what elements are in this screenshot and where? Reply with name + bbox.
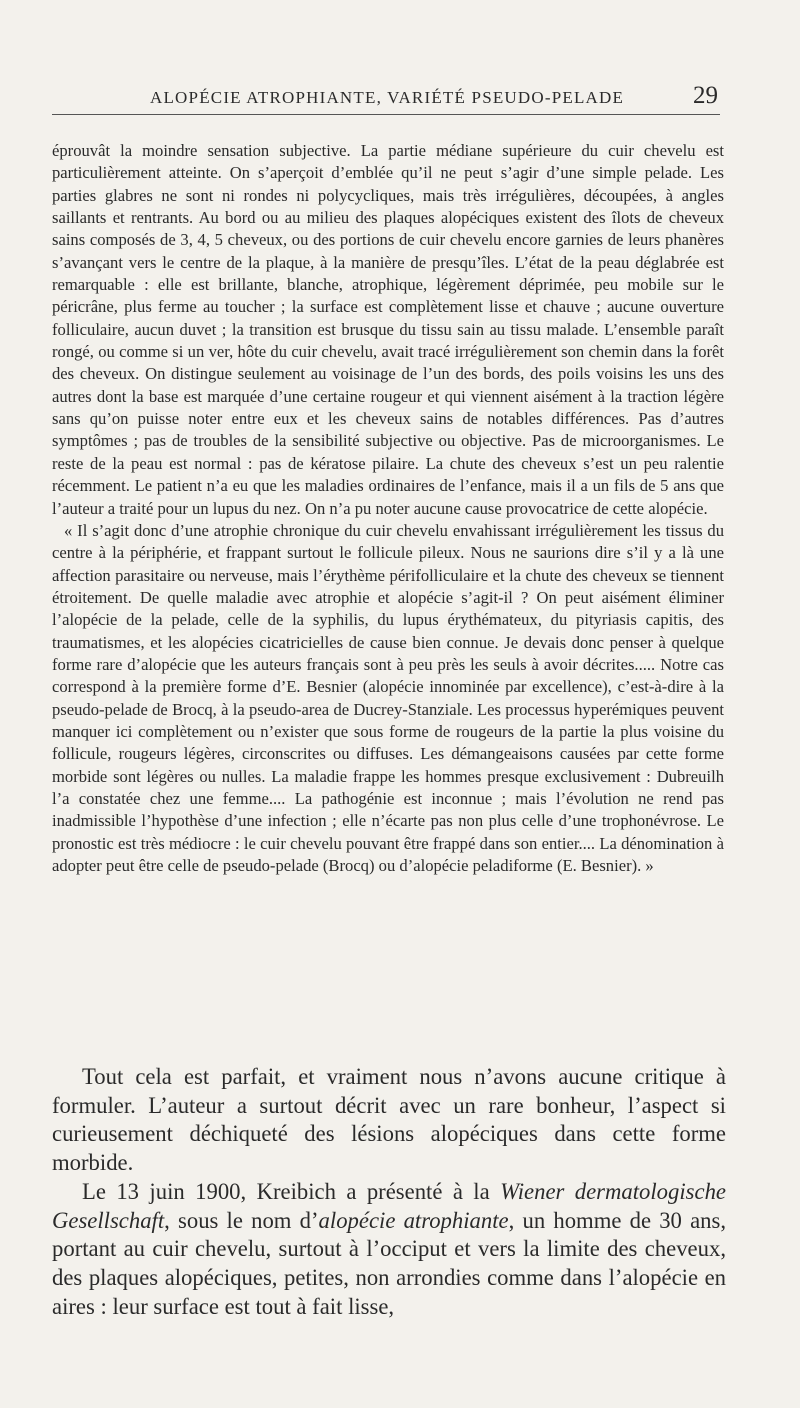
main-text — [52, 1063, 726, 1321]
disease-term: alopécie atrophiante — [318, 1207, 509, 1233]
main-paragraph: Tout cela est parfait, et vraiment nous n’avons aucune critique à formuler. L’auteur a surtout décrit avec un rare bonheur, l’aspect si curieusement déchiqueté des lésions alopéciques dans cette forme morbide. — [52, 1064, 726, 1176]
quote-paragraph: « Il s’agit donc d’une atrophie chronique du cuir chevelu envahissant irrégulièrement les tissus du centre à la périphérie, et frappant surtout le follicule pileux. Nous ne saurions dire s’il y a là une affection parasitaire ou nerveuse, mais l’érythème périfolliculaire et la chute des cheveux se tiennent étroitement. De quelle maladie avec atrophie et alopécie s’agit-il ? On peut aisément éliminer l’alopécie de la pelade, celle de la syphilis, du lupus érythémateux, du pityriasis capitis, des traumatismes, et les alopécies cicatricielles de cause bien connue. Je devais donc penser à quelque forme rare d’alopécie que les auteurs français sont à peu près les seuls à avoir décrites..... Notre cas correspond à la première forme d’E. Besnier (alopécie innominée par excellence), c’est-à-dire à la pseudo-pelade de Brocq, à la pseudo-area de Ducrey-Stanziale. Les processus hyperémiques peuvent manquer ici complètement ou n’exister que sous forme de rougeurs de la partie la plus voisine du follicule, rougeurs légères, circonscrites ou diffuses. Les démangeaisons causées par cette forme morbide sont légères ou nulles. La maladie frappe les hommes presque exclusivement : Dubreuilh l’a constatée chez une femme.... La pathogénie est inconnue ; mais l’évolution ne rend pas inadmissible l’hypothèse d’une infection ; elle n’écarte pas non plus celle d’une trophonévrose. Le pronostic est très médiocre : le cuir chevelu pouvant être frappé dans son entier.... La dénomination à adopter peut être celle de pseudo-pelade (Brocq) ou d’alopécie peladiforme (E. Besnier). » — [52, 520, 724, 875]
page-number: 29 — [693, 82, 718, 109]
journal-title: Wiener dermatologische Gesellschaft — [52, 1178, 726, 1233]
text-run: , sous le nom d’ — [164, 1207, 319, 1233]
quote-paragraph: éprouvât la moindre sensation subjective. La partie médiane supérieure du cuir chevelu est particulièrement atteinte. On s’aperçoit d’emblée qu’il ne peut s’agir d’une simple pelade. Les parties glabres ne sont ni rondes ni polycycliques, mais très irrégulières, découpées, à angles saillants et rentrants. Au bord ou au milieu des plaques alopéciques existent des îlots de cheveux sains composés de 3, 4, 5 cheveux, ou des portions de cuir chevelu encore garnies de leurs phanères s’avançant vers le centre de la plaque, à la manière de presqu’îles. L’état de la peau déglabrée est remarquable : elle est brillante, blanche, atrophique, légèrement déprimée, peu mobile sur le péricrâne, plus ferme au toucher ; la surface est complètement lisse et chauve ; aucune ouverture folliculaire, aucun duvet ; la transition est brusque du tissu sain au tissu malade. L’ensemble paraît rongé, ou comme si un ver, hôte du cuir chevelu, avait tracé irrégulièrement son chemin dans la forêt des cheveux. On distingue seulement au voisinage de l’un des bords, des poils voisins les uns des autres dont la base est marquée d’une certaine rougeur et qui viennent aisément à la traction légère sans qu’on puisse noter entre eux et les cheveux sains de notables différences. Pas d’autres symptômes ; pas de troubles de la sensibilité subjective ou objective. Pas de microorganismes. Le reste de la peau est normal : pas de kératose pilaire. La chute des cheveux s’est un peu ralentie récemment. Le patient n’a eu que les maladies ordinaires de l’enfance, mais il a un fils de 5 ans que l’auteur a traité pour un lupus du nez. On n’a pu noter aucune cause provocatrice de cette alopécie. — [52, 141, 724, 518]
quoted-case-report — [52, 140, 724, 877]
text-run: Le 13 juin 1900, Kreibich a présenté à la — [82, 1178, 501, 1204]
main-paragraph — [52, 1178, 726, 1322]
running-title: ALOPÉCIE ATROPHIANTE, VARIÉTÉ PSEUDO-PELADE — [150, 88, 625, 107]
text-run: , un homme de 30 ans, portant au cuir chevelu, surtout à l’occiput et vers la limite des cheveux, des plaques alopéciques, petites, non arrondies comme dans l’alopécie en aires : leur surface est tout à fait lisse, — [52, 1207, 726, 1319]
page-header — [52, 80, 720, 115]
